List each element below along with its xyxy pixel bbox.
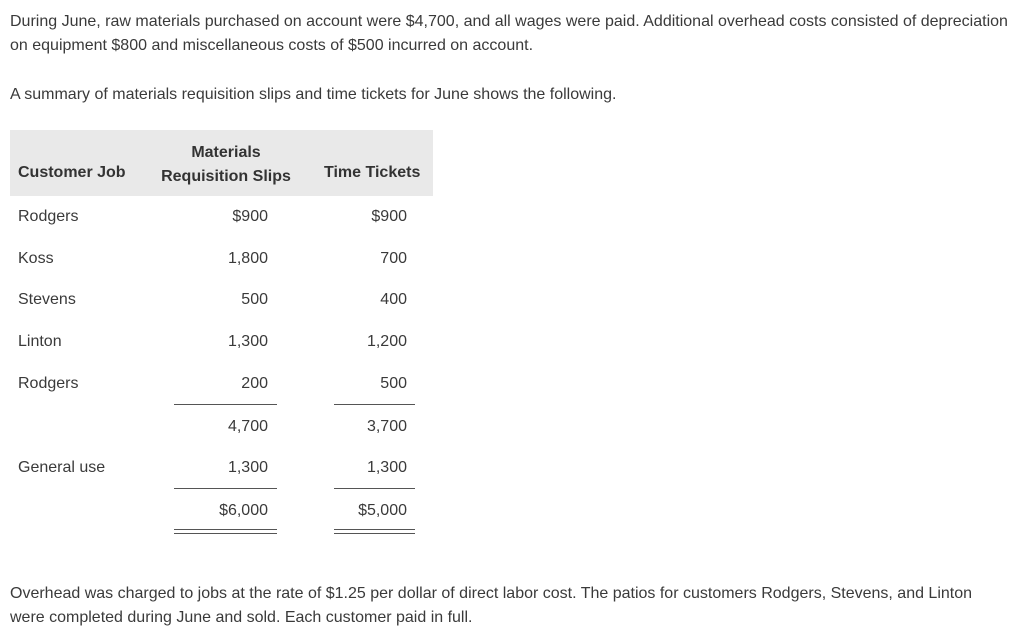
table-row [10, 330, 433, 354]
total-materials: $6,000 [219, 502, 268, 519]
total-rule-time [334, 488, 415, 489]
total-rule-materials [174, 488, 277, 489]
row-materials: 1,800 [227, 250, 268, 267]
row-time: $900 [371, 208, 407, 225]
subtotal-rule-time [334, 404, 415, 405]
summary-intro-sentence: A summary of materials requisition slips and time tickets for June shows the following. [10, 86, 617, 103]
total-double-rule-time [334, 529, 415, 534]
header-time-tickets: Time Tickets [324, 164, 421, 181]
row-job: Rodgers [18, 375, 79, 392]
header-customer-job: Customer Job [18, 164, 126, 181]
table-row [10, 205, 433, 229]
row-time: 1,200 [366, 333, 407, 350]
total-double-rule-materials [174, 529, 277, 534]
row-materials: 1,300 [227, 333, 268, 350]
subtotal-row [10, 415, 433, 439]
total-row [10, 499, 433, 523]
header-materials-line1: Materials [191, 144, 261, 161]
row-time: 400 [380, 291, 407, 308]
overhead-paragraph: Overhead was charged to jobs at the rate of $1.25 per dollar of direct labor cost. The patios for customers Rodgers, Stevens, and Linton were completed during June and sold. Each customer paid in full. [10, 585, 973, 626]
general-use-materials: 1,300 [227, 459, 268, 476]
table-row [10, 372, 433, 396]
row-time: 700 [380, 250, 407, 267]
subtotal-rule-materials [174, 404, 277, 405]
subtotal-materials: 4,700 [227, 418, 268, 435]
row-job: Koss [18, 250, 54, 267]
job-cost-table [10, 130, 433, 519]
row-job: Stevens [18, 291, 76, 308]
total-time: $5,000 [358, 502, 407, 519]
row-job: General use [18, 459, 106, 476]
general-use-row [10, 456, 433, 480]
row-materials: 200 [241, 375, 268, 392]
header-materials-requisition-slips [160, 141, 292, 189]
row-materials: 500 [241, 291, 268, 308]
row-time: 500 [380, 375, 407, 392]
row-job: Linton [18, 333, 62, 350]
general-use-time: 1,300 [366, 459, 407, 476]
row-job: Rodgers [18, 208, 79, 225]
table-row [10, 288, 433, 312]
header-materials-line2: Requisition Slips [161, 168, 291, 185]
intro-paragraph: During June, raw materials purchased on account were $4,700, and all wages were paid. Additional overhead costs consisted of depreciation on equipment $800 and miscellaneous costs of $500 incurred on account. [10, 13, 1008, 54]
table-row [10, 247, 433, 271]
row-materials: $900 [232, 208, 268, 225]
table-header [10, 130, 433, 196]
subtotal-time: 3,700 [366, 418, 407, 435]
